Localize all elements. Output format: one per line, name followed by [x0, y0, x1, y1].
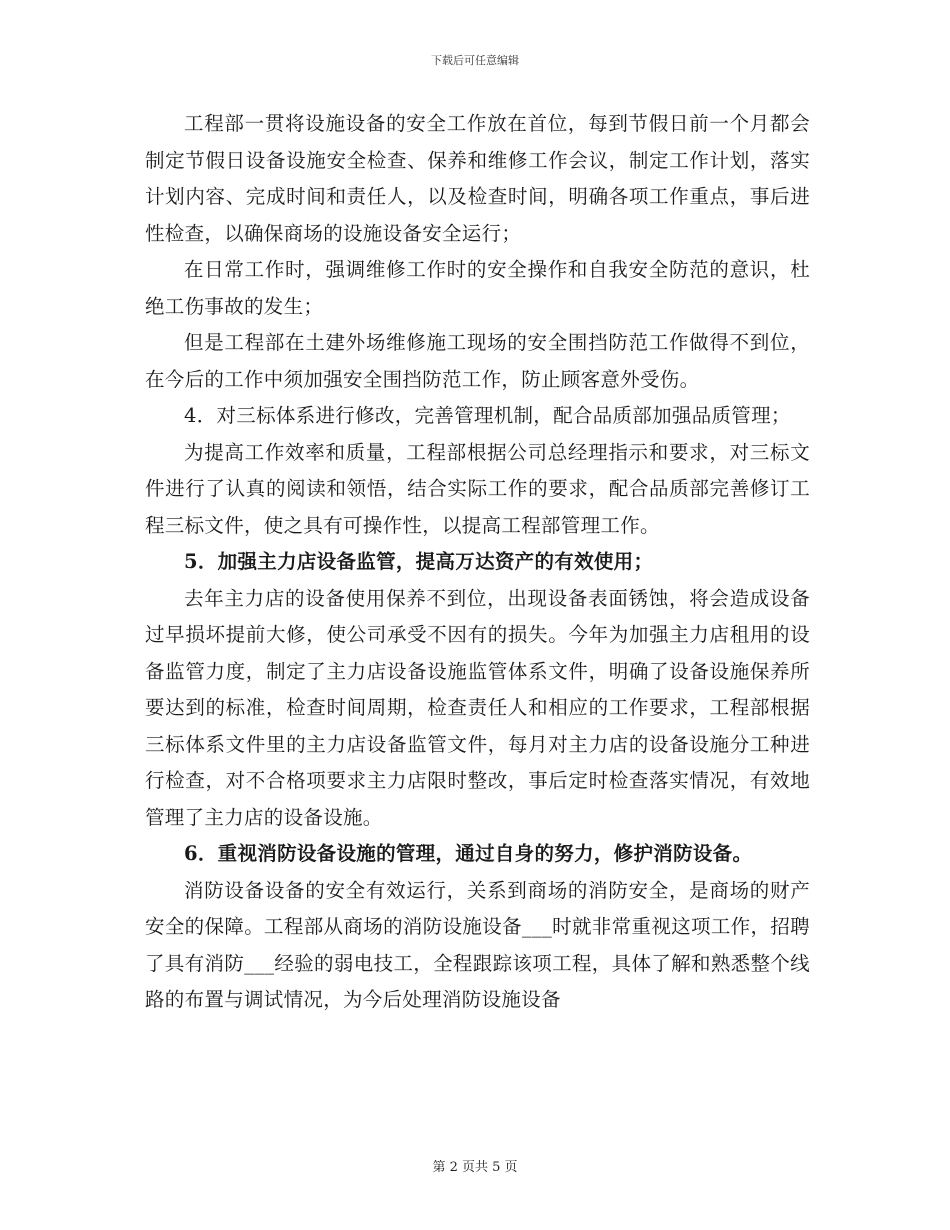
paragraph-anchor-store: 去年主力店的设备使用保养不到位，出现设备表面锈蚀，将会造成设备过早损坏提前大修，使公司承受不因有的损失。今年为加强主力店租用的设备监管力度，制定了主力店设备设施监管体系文件，明确了设备设施保养所要达到的标准，检查时间周期，检查责任人和相应的工作要求，工程部根据三标体系文件里的主力店设备监管文件，每月对主力店的设备设施分工种进行检查，对不合格项要求主力店限时整改，事后定时检查落实情况，有效地管理了主力店的设备设施。 — [145, 586, 810, 829]
document-body — [145, 106, 810, 1019]
paragraph-daily-safety: 在日常工作时，强调维修工作时的安全操作和自我安全防范的意识，杜绝工伤事故的发生； — [145, 258, 810, 318]
page-footer: 第 2 页共 5 页 — [432, 1160, 518, 1175]
section-heading-5: 5．加强主力店设备监管，提高万达资产的有效使用； — [184, 550, 654, 573]
paragraph-safety-priority: 工程部一贯将设施设备的安全工作放在首位，每到节假日前一个月都会制定节假日设备设施安全检查、保养和维修工作会议，制定工作计划，落实计划内容、完成时间和责任人，以及检查时间，明确各项工作重点，事后进性检查，以确保商场的设施设备安全运行； — [145, 112, 810, 245]
paragraph-fencing-issue: 但是工程部在土建外场维修施工现场的安全围挡防范工作做得不到位，在今后的工作中须加强安全围挡防范工作，防止顾客意外受伤。 — [145, 331, 810, 391]
paragraph-efficiency: 为提高工作效率和质量，工程部根据公司总经理指示和要求，对三标文件进行了认真的阅读和领悟，结合实际工作的要求，配合品质部完善修订工程三标文件，使之具有可操作性，以提高工程部管理工作。 — [145, 440, 810, 537]
page-header: 下载后可任意编辑 — [431, 54, 519, 67]
paragraph-heading-4: 4．对三标体系进行修改，完善管理机制，配合品质部加强品质管理； — [184, 404, 791, 427]
section-heading-6: 6．重视消防设备设施的管理，通过自身的努力，修护消防设备。 — [184, 842, 753, 865]
paragraph-fire-safety: 消防设备设备的安全有效运行，关系到商场的消防安全，是商场的财产安全的保障。工程部从商场的消防设施设备___时就非常重视这项工作，招聘了具有消防___经验的弱电技工，全程跟踪该项工程，具体了解和熟悉整个线路的布置与调试情况，为今后处理消防设施设备 — [145, 878, 810, 1011]
